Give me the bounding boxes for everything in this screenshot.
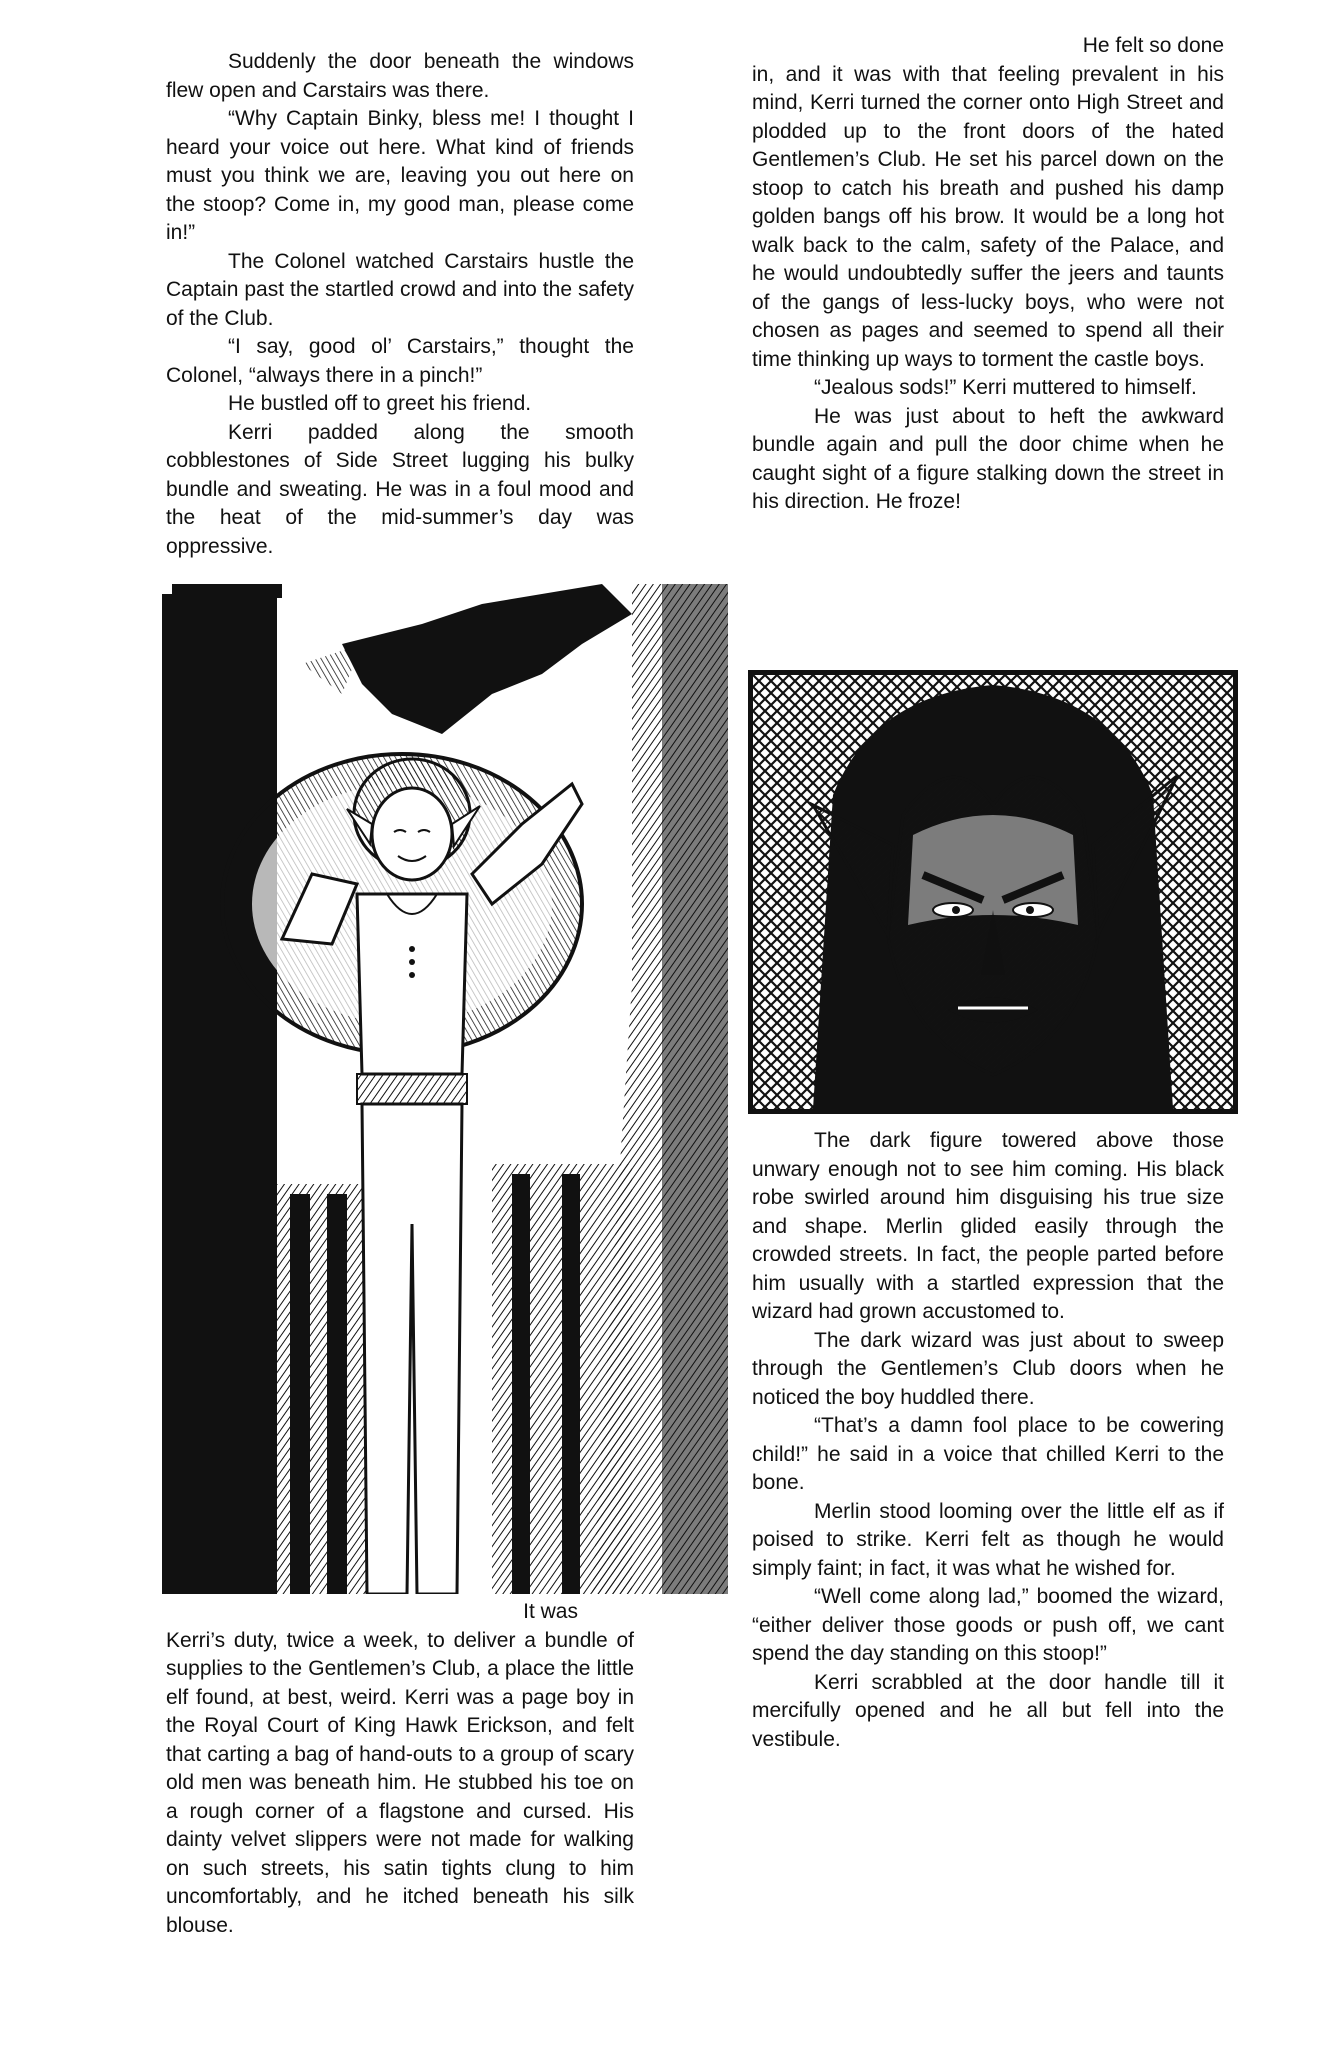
left-column-top-text <box>166 48 634 561</box>
paragraph: Merlin stood looming over the little elf as if poised to strike. Kerri felt as though he would simply faint; in fact, it was what he wished for. <box>752 1499 1224 1580</box>
wizard-face-illustration <box>748 670 1238 1114</box>
left-column-bottom-text <box>166 1598 634 1940</box>
right-column-bottom-text <box>752 1127 1224 1754</box>
paragraph: Kerri’s duty, twice a week, to deliver a bundle of supplies to the Gentlemen’s Club, a place the little elf found, at best, weird. Kerri was a page boy in the Royal Court of King Hawk Erickson, and felt that carting a bag of hand-outs to a group of scary old men was beneath him. He stubbed his toe on a rough corner of a flagstone and cursed. His dainty velvet slippers were not made for walking on such streets, his satin tights clung to him uncomfortably, and he itched beneath his silk blouse. <box>166 1628 634 1937</box>
paragraph: It was <box>523 1600 578 1623</box>
paragraph: “Jealous sods!” Kerri muttered to himself. <box>814 376 1197 399</box>
paragraph: The dark wizard was just about to sweep through the Gentlemen’s Club doors when he noticed the boy huddled there. <box>752 1328 1224 1409</box>
paragraph: He bustled off to greet his friend. <box>228 392 532 415</box>
paragraph: Kerri padded along the smooth cobblestones of Side Street lugging his bulky bundle and sweating. He was in a foul mood and the heat of the mid-summer’s day was oppressive. <box>166 420 634 558</box>
paragraph: The Colonel watched Carstairs hustle the Captain past the startled crowd and into the safety of the Club. <box>166 249 634 330</box>
right-column-top-text <box>752 32 1224 517</box>
paragraph: “That’s a damn fool place to be cowering child!” he said in a voice that chilled Kerri to the bone. <box>752 1414 1224 1494</box>
paragraph: “Well come along lad,” boomed the wizard, “either deliver those goods or push off, we cant spend the day standing on this stoop!” <box>752 1585 1224 1665</box>
paragraph: The dark figure towered above those unwary enough not to see him coming. His black robe swirled around him disguising his true size and shape. Merlin glided easily through the crowded streets. In fact, the people parted before him usually with a startled expression that the wizard had grown accustomed to. <box>752 1129 1224 1323</box>
paragraph: He felt so done <box>1082 34 1224 57</box>
paragraph: “Why Captain Binky, bless me! I thought I heard your voice out here. What kind of friends must you think we are, leaving you out here on the stoop? Come in, my good man, please come in!” <box>166 107 634 244</box>
paragraph: “I say, good ol’ Carstairs,” thought the Colonel, “always there in a pinch!” <box>166 335 634 387</box>
paragraph: in, and it was with that feeling prevalent in his mind, Kerri turned the corner onto High Street and plodded up to the front doors of the hated Gentlemen’s Club. He set his parcel down on the stoop to catch his breath and pushed his damp golden bangs off his brow. It would be a long hot walk back to the calm, safety of the Palace, and he would undoubtedly suffer the jeers and taunts of the gangs of less-lucky boys, who were not chosen as pages and seemed to spend all their time thinking up ways to torment the castle boys. <box>752 62 1224 371</box>
paragraph: Kerri scrabbled at the door handle till it mercifully opened and he all but fell into the vestibule. <box>752 1670 1224 1751</box>
paragraph: He was just about to heft the awkward bundle again and pull the door chime when he caught sight of a figure stalking down the street in his direction. He froze! <box>752 404 1224 513</box>
elf-boy-illustration <box>162 584 728 1594</box>
paragraph: Suddenly the door beneath the windows flew open and Carstairs was there. <box>166 50 634 102</box>
